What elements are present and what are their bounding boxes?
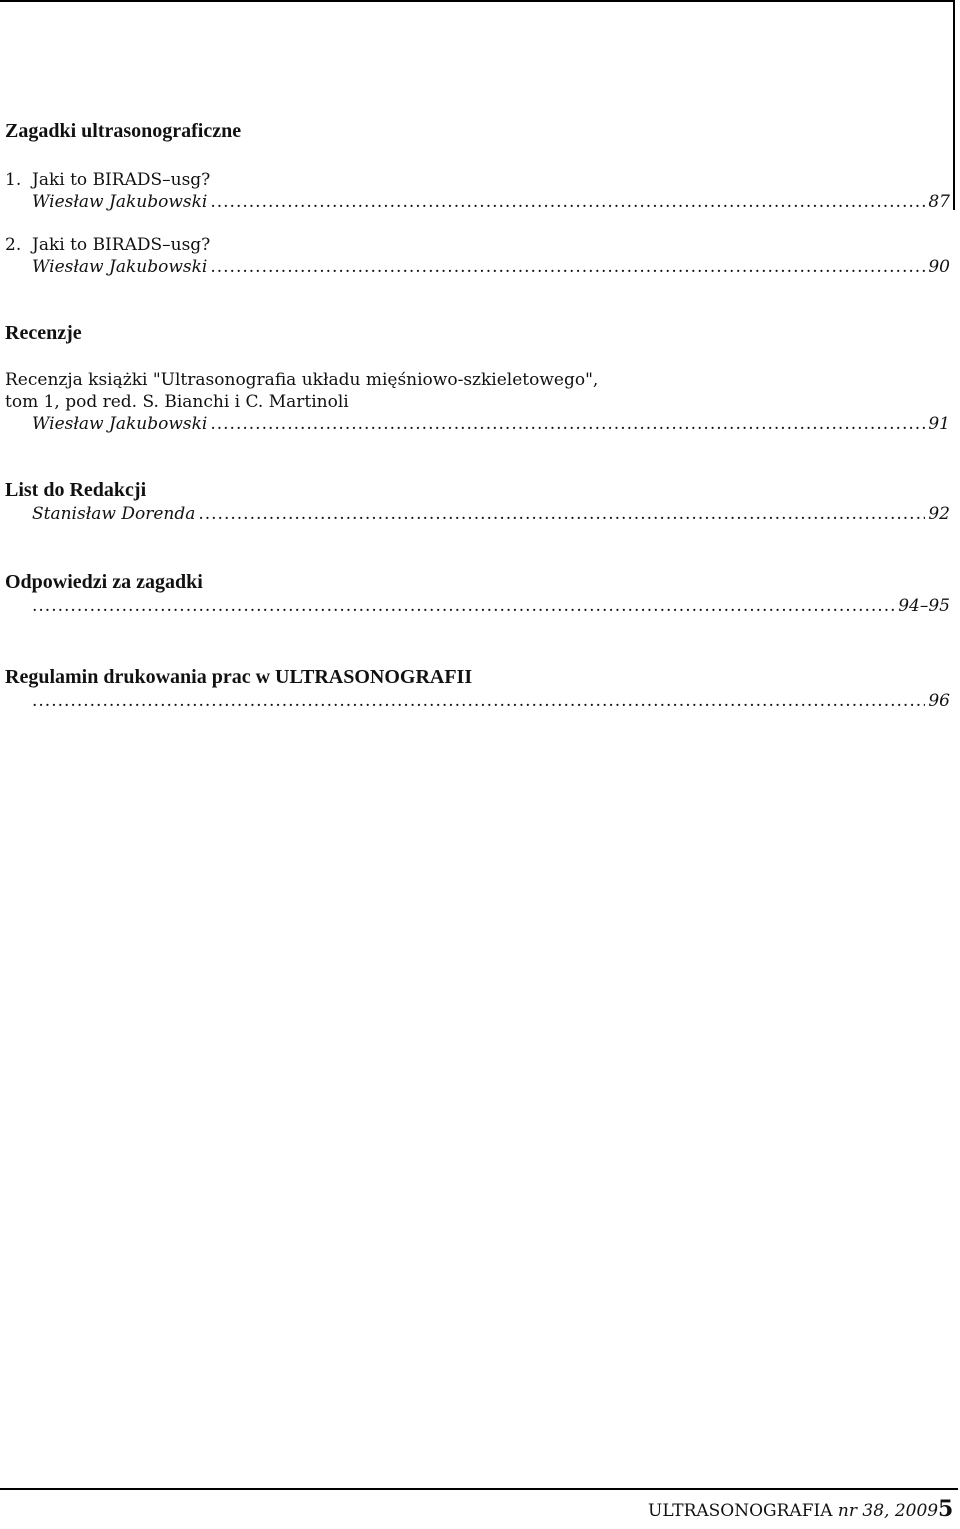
dot-leader <box>198 503 925 525</box>
table-of-contents <box>5 118 950 712</box>
bottom-rule <box>0 1488 958 1490</box>
dot-leader <box>210 191 925 213</box>
toc-page-number: 91 <box>928 414 950 434</box>
page-footer <box>648 1499 938 1523</box>
toc-entry[interactable] <box>5 256 950 278</box>
dot-leader <box>32 595 895 617</box>
section-heading-odpowiedzi: Odpowiedzi za zagadki <box>5 571 203 593</box>
toc-item-title-text: Jaki to BIRADS–usg? <box>32 170 211 190</box>
toc-author: Stanisław Dorenda <box>32 504 196 524</box>
toc-author: Wiesław Jakubowski <box>32 414 208 434</box>
toc-page-number: 96 <box>928 691 950 711</box>
review-title-line-1: Recenzja książki "Ultrasonografia układu mięśniowo-szkieletowego", <box>5 370 599 390</box>
review-title-line-2: tom 1, pod red. S. Bianchi i C. Martinoli <box>5 392 349 412</box>
top-rule <box>0 0 955 2</box>
toc-item-title <box>5 234 950 256</box>
dot-leader <box>210 256 925 278</box>
toc-item-number: 2. <box>5 235 22 255</box>
toc-entry[interactable] <box>5 595 950 617</box>
footer-issue: nr 38, 2009 <box>837 1501 939 1521</box>
section-heading-regulamin: Regulamin drukowania prac w ULTRASONOGRAFII <box>5 666 473 688</box>
toc-author: Wiesław Jakubowski <box>32 192 208 212</box>
toc-page-number: 90 <box>928 257 950 277</box>
section-heading-recenzje: Recenzje <box>5 322 82 344</box>
section-heading-zagadki: Zagadki ultrasonograficzne <box>5 120 242 142</box>
toc-item-title <box>5 169 950 191</box>
toc-page-number: 94–95 <box>898 596 950 616</box>
dot-leader <box>210 413 925 435</box>
toc-page-number: 92 <box>928 504 950 524</box>
side-rule <box>953 0 955 210</box>
toc-entry[interactable] <box>5 690 950 712</box>
footer-journal-name: ULTRASONOGRAFIA <box>648 1501 833 1521</box>
section-heading-list-do-redakcji: List do Redakcji <box>5 479 147 501</box>
toc-author: Wiesław Jakubowski <box>32 257 208 277</box>
toc-page-number: 87 <box>928 192 950 212</box>
toc-entry[interactable] <box>5 503 950 525</box>
toc-entry[interactable] <box>5 191 950 213</box>
dot-leader <box>32 690 925 712</box>
toc-item-number: 1. <box>5 170 22 190</box>
toc-item-title-text: Jaki to BIRADS–usg? <box>32 235 211 255</box>
toc-entry[interactable] <box>5 413 950 435</box>
page-number: 5 <box>938 1496 954 1522</box>
